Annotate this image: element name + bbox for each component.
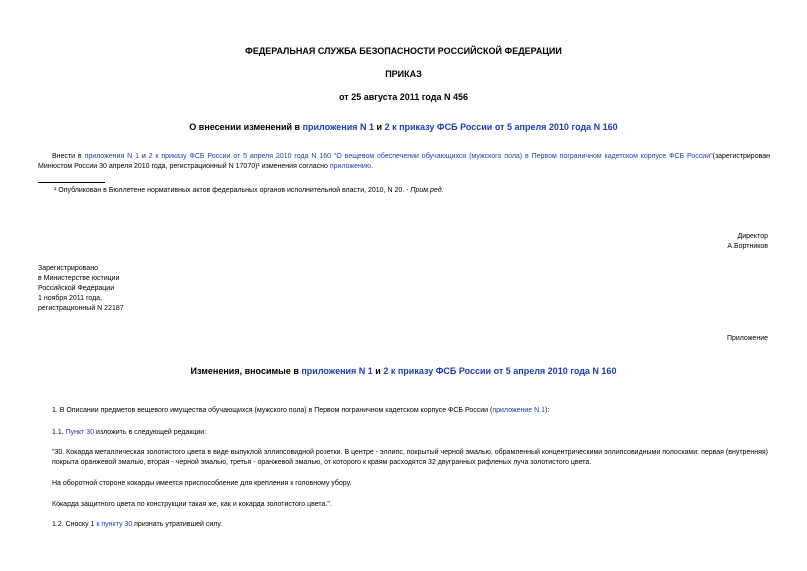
signature-name: А.Бортников	[727, 243, 768, 250]
item-1-end: ):	[544, 407, 550, 414]
footnote-ref: ¹	[257, 163, 260, 170]
registration-line-2: в Министерстве юстиции	[38, 275, 120, 282]
signature-role: Директор	[737, 233, 768, 240]
quote-paragraph-reverse: На оборотной стороне кокарды имеется приспособление для крепления к головному убору.	[52, 480, 352, 487]
doc-type: ПРИКАЗ	[385, 69, 422, 79]
item-1-2-text: признать утратившей силу.	[132, 521, 223, 528]
footnote-text: Опубликован в Бюллетене нормативных актов федеральных органов исполнительной власти, 2010, N 20. -	[56, 187, 411, 194]
appendix-title-prefix: Изменения, вносимые в	[190, 366, 302, 376]
registration-line-3: Российской Федерации	[38, 285, 115, 292]
registration-line-5: регистрационный N 22187	[38, 305, 124, 312]
footnote-divider	[38, 182, 105, 183]
appendix-title-link-order-160[interactable]: 2 к приказу ФСБ России от 5 апреля 2010 года N 160	[383, 366, 617, 376]
intro-paragraph	[38, 152, 770, 172]
intro-text-5: .	[371, 163, 374, 170]
title-link-order-160[interactable]: 2 к приказу ФСБ России от 5 апреля 2010 года N 160	[384, 122, 618, 132]
title-mid: и	[374, 122, 385, 132]
quote-paragraph-khaki: Кокарда защитного цвета по конструкции такая же, как и кокарда золотистого цвета.".	[52, 501, 332, 508]
item-1	[52, 406, 549, 416]
intro-text-3: (зарегистрирован Минюстом России 30 апреля 2010 года, регистрационный N 17070)	[38, 153, 770, 170]
doc-date: от 25 августа 2011 года N 456	[339, 92, 468, 102]
appendix-title	[0, 366, 807, 376]
intro-link-order-160[interactable]: 2 к приказу ФСБ России от 5 апреля 2010 года N 160 "О вещевом обеспечении обучающихся (мужского пола) в Первом пограничном кадетском корпусе ФСБ России"	[148, 153, 713, 160]
intro-text-2: и	[138, 153, 149, 160]
intro-text-4: изменения согласно	[259, 163, 330, 170]
appendix-title-mid: и	[372, 366, 384, 376]
title-link-appendix-1[interactable]: приложения N 1	[302, 122, 375, 132]
footnote	[54, 186, 444, 196]
footnote-editor-note: Прим.ред.	[410, 187, 444, 194]
item-1-1	[52, 428, 206, 438]
footnote-mark: ¹	[54, 187, 57, 194]
item-1-link[interactable]: приложение N 1	[492, 407, 545, 414]
registration-line-1: Зарегистрировано	[38, 265, 98, 272]
item-1-2-link[interactable]: к пункту 30	[96, 521, 133, 528]
agency-title: ФЕДЕРАЛЬНАЯ СЛУЖБА БЕЗОПАСНОСТИ РОССИЙСКОЙ ФЕДЕРАЦИИ	[245, 46, 562, 56]
item-1-1-link[interactable]: Пункт 30	[65, 429, 95, 436]
intro-link-appendix[interactable]: приложению	[329, 163, 372, 170]
appendix-title-link-appendix-1[interactable]: приложения N 1	[301, 366, 373, 376]
document-title	[0, 122, 807, 132]
appendix-label: Приложение	[726, 335, 768, 342]
item-1-1-prefix: 1.1.	[52, 429, 66, 436]
item-1-2-prefix: 1.2. Сноску 1	[52, 521, 97, 528]
item-1-text: 1. В Описании предметов вещевого имущества обучающихся (мужского пола) в Первом пограничном кадетском корпусе ФСБ России (	[52, 407, 493, 414]
quote-paragraph-30: "30. Кокарда металлическая золотистого цвета в виде выпуклой эллипсовидной розетки. В центре - эллипс, покрытый черной эмалью, обрамленный концентрическими эллипсовидными полосками: первая (внутренняя) покрыта оранжевой эмалью, вторая - черной эмалью, третья - оранжевой эмалью, от которого к краям расходятся 32 двугранных рифленых луча золотистого цвета.	[52, 449, 768, 466]
title-prefix: О внесении изменений в	[189, 122, 303, 132]
intro-text-1: Внести в	[52, 153, 85, 160]
item-1-2	[52, 520, 222, 530]
registration-line-4: 1 ноября 2011 года,	[38, 295, 103, 302]
item-1-1-text: изложить в следующей редакции:	[94, 429, 207, 436]
intro-link-appendix-1[interactable]: приложения N 1	[84, 153, 139, 160]
